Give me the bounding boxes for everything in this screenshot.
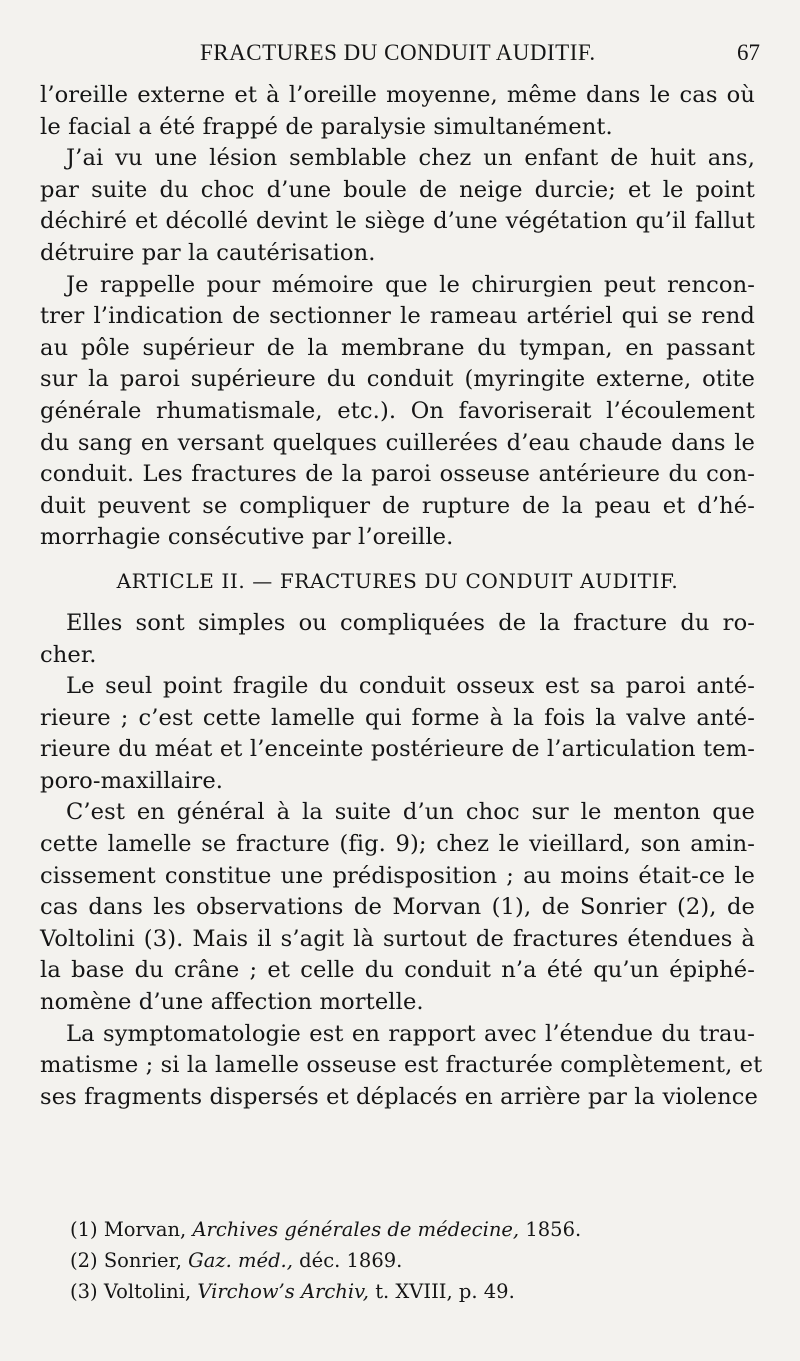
text-line: le facial a été frappé de paralysie simultanément. <box>40 113 613 140</box>
text-line: nomène d’une affection mortelle. <box>40 989 424 1016</box>
text-line: trer l’indication de sectionner le rameau artériel qui se rend <box>40 303 755 330</box>
footnotes <box>40 1214 755 1307</box>
text-line: ses fragments dispersés et déplacés en arrière par la violence <box>40 1083 759 1110</box>
text-line: cissement constitue une prédisposition ; au moins était-ce le <box>40 862 755 889</box>
text-line: l’oreille externe et à l’oreille moyenne, même dans le cas où <box>40 82 755 108</box>
text-line: morrhagie consécutive par l’oreille. <box>40 524 454 551</box>
body-text <box>40 80 763 1113</box>
text-line: cher. <box>40 641 97 668</box>
text-line: cas dans les observations de Morvan (1), de Sonrier (2), de <box>40 894 755 921</box>
text-line: matisme ; si la lamelle osseuse est fracturée complètement, et <box>40 1052 763 1079</box>
text-line: J’ai vu une lésion semblable chez un enfant de huit ans, <box>66 145 755 172</box>
text-line: Je rappelle pour mémoire que le chirurgien peut rencon- <box>66 271 755 298</box>
text-line: au pôle supérieur de la membrane du tympan, en passant <box>40 334 755 361</box>
text-line: Elles sont simples ou compliquées de la fracture du ro- <box>66 609 755 636</box>
running-title: FRACTURES DU CONDUIT AUDITIF. <box>200 40 596 65</box>
page-header <box>40 36 760 72</box>
section-heading: ARTICLE II. — FRACTURES DU CONDUIT AUDITIF. <box>116 568 679 593</box>
text-line: par suite du choc d’une boule de neige durcie; et le point <box>40 176 755 203</box>
text-line: La symptomatologie est en rapport avec l’étendue du trau- <box>66 1020 755 1047</box>
text-line: poro-maxillaire. <box>40 767 224 794</box>
text-line: Voltolini (3). Mais il s’agit là surtout de fractures étendues à <box>40 925 755 952</box>
footnote: (2) Sonrier, Gaz. méd., déc. 1869. <box>70 1249 403 1272</box>
text-line: sur la paroi supérieure du conduit (myringite externe, otite <box>40 366 755 393</box>
text-line: cette lamelle se fracture (fig. 9); chez le vieillard, son amin- <box>40 831 755 858</box>
footnote: (3) Voltolini, Virchow’s Archiv, t. XVIII, p. 49. <box>70 1280 515 1303</box>
text-line: conduit. Les fractures de la paroi osseuse antérieure du con- <box>40 461 755 488</box>
text-line: détruire par la cautérisation. <box>40 239 376 266</box>
text-line: rieure ; c’est cette lamelle qui forme à la fois la valve anté- <box>40 704 755 731</box>
page-number: 67 <box>737 40 760 65</box>
text-line: C’est en général à la suite d’un choc sur le menton que <box>66 799 755 826</box>
text-line: générale rhumatismale, etc.). On favoriserait l’écoulement <box>40 397 755 424</box>
text-line: rieure du méat et l’enceinte postérieure de l’articulation tem- <box>40 736 755 763</box>
text-line: du sang en versant quelques cuillerées d’eau chaude dans le <box>40 429 755 456</box>
text-line: Le seul point fragile du conduit osseux est sa paroi anté- <box>66 673 755 700</box>
text-line: la base du crâne ; et celle du conduit n’a été qu’un épiphé- <box>40 957 755 984</box>
text-line: déchiré et décollé devint le siège d’une végétation qu’il fallut <box>40 208 755 235</box>
footnote: (1) Morvan, Archives générales de médecine, 1856. <box>70 1218 582 1241</box>
text-line: duit peuvent se compliquer de rupture de la peau et d’hé- <box>40 492 755 519</box>
